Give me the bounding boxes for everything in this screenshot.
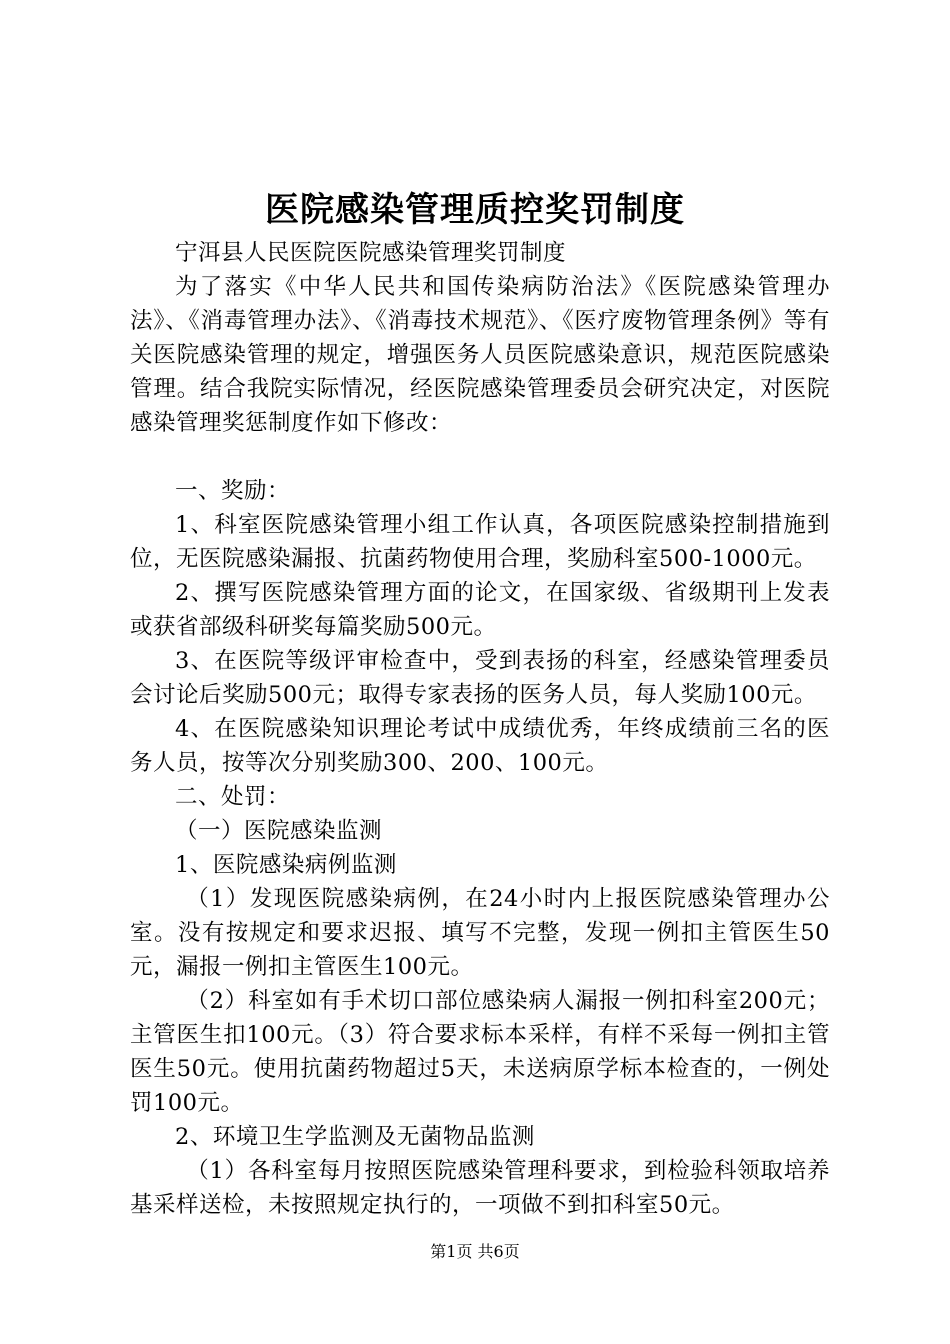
blank-line [130, 440, 830, 474]
paragraph-reward-2: 2、撰写医院感染管理方面的论文，在国家级、省级期刊上发表或获省部级科研奖每篇奖励500元。 [130, 580, 830, 640]
paragraph-subtitle: 宁洱县人民医院医院感染管理奖罚制度 [175, 240, 567, 266]
document-title: 医院感染管理质控奖罚制度 [265, 190, 685, 230]
paragraph-reward-3: 3、在医院等级评审检查中，受到表扬的科室，经感染管理委员会讨论后奖励500元；取得专家表扬的医务人员，每人奖励100元。 [130, 648, 830, 708]
item-heading-environment-monitoring: 2、环境卫生学监测及无菌物品监测 [175, 1124, 535, 1150]
paragraph-penalty-2: （2）科室如有手术切口部位感染病人漏报一例扣科室200元；主管医生扣100元。（3）符合要求标本采样，有样不采每一例扣主管医生50元。使用抗菌药物超过5天，未送病原学标本检查的，一例处罚100元。 [130, 988, 830, 1116]
section-heading-penalties: 二、处罚： [175, 784, 291, 810]
page-footer: 第1页 共6页 [430, 1242, 520, 1261]
document-body [130, 236, 830, 1222]
subsection-heading-monitoring: （一）医院感染监测 [175, 818, 383, 844]
paragraph-reward-4: 4、在医院感染知识理论考试中成绩优秀，年终成绩前三名的医务人员，按等次分别奖励300、200、100元。 [130, 716, 830, 776]
paragraph-intro: 为了落实《中华人民共和国传染病防治法》《医院感染管理办法》、《消毒管理办法》、《消毒技术规范》、《医疗废物管理条例》等有关医院感染管理的规定，增强医务人员医院感染意识，规范医院感染管理。结合我院实际情况，经医院感染管理委员会研究决定，对医院感染管理奖惩制度作如下修改： [130, 274, 830, 436]
section-heading-rewards: 一、奖励： [175, 478, 291, 504]
paragraph-penalty-3: （1）各科室每月按照医院感染管理科要求，到检验科领取培养基采样送检，未按照规定执行的，一项做不到扣科室50元。 [130, 1158, 830, 1218]
paragraph-reward-1: 1、科室医院感染管理小组工作认真，各项医院感染控制措施到位，无医院感染漏报、抗菌药物使用合理，奖励科室500-1000元。 [130, 512, 830, 572]
paragraph-penalty-1: （1）发现医院感染病例，在24小时内上报医院感染管理办公室。没有按规定和要求迟报、填写不完整，发现一例扣主管医生50元，漏报一例扣主管医生100元。 [130, 886, 830, 980]
item-heading-case-monitoring: 1、医院感染病例监测 [175, 852, 397, 878]
